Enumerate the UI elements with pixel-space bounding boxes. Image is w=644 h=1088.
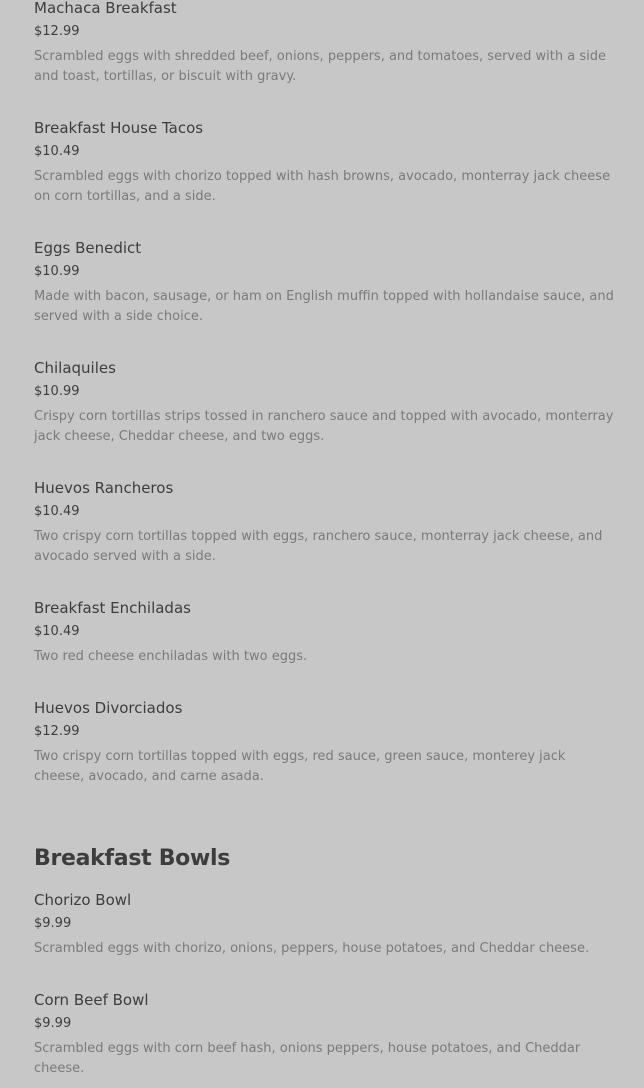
item-description: Scrambled eggs with chorizo, onions, peppers, house potatoes, and Cheddar cheese.	[34, 941, 590, 956]
item-name: Chorizo Bowl	[34, 891, 132, 909]
item-description: Two crispy corn tortillas topped with eggs, red sauce, green sauce, monterey jack cheese, avocado, and carne asada.	[34, 749, 566, 784]
item-description: Two red cheese enchiladas with two eggs.	[34, 649, 308, 664]
item-price: $10.99	[34, 384, 80, 399]
item-price: $9.99	[34, 1016, 72, 1031]
item-name: Corn Beef Bowl	[34, 991, 149, 1009]
item-price: $12.99	[34, 24, 80, 39]
item-price: $12.99	[34, 724, 80, 739]
item-name: Chilaquiles	[34, 359, 116, 377]
item-description: Two crispy corn tortillas topped with eggs, ranchero sauce, monterray jack cheese, and avocado served with a side.	[34, 529, 603, 564]
item-price: $10.49	[34, 504, 80, 519]
item-name: Machaca Breakfast	[34, 0, 177, 17]
item-name: Huevos Divorciados	[34, 699, 183, 717]
item-name: Breakfast Enchiladas	[34, 599, 191, 617]
item-price: $10.49	[34, 624, 80, 639]
item-price: $10.49	[34, 144, 80, 159]
item-name: Breakfast House Tacos	[34, 119, 204, 137]
item-name: Huevos Rancheros	[34, 479, 174, 497]
item-name: Eggs Benedict	[34, 239, 142, 257]
item-price: $10.99	[34, 264, 80, 279]
section-title-breakfast-bowls: Breakfast Bowls	[34, 846, 231, 871]
item-description: Made with bacon, sausage, or ham on English muffin topped with hollandaise sauce, and served with a side choice.	[34, 289, 614, 324]
item-description: Scrambled eggs with shredded beef, onions, peppers, and tomatoes, served with a side and toast, tortillas, or biscuit with gravy.	[34, 49, 606, 84]
item-description: Crispy corn tortillas strips tossed in ranchero sauce and topped with avocado, monterray jack cheese, Cheddar cheese, and two eggs.	[34, 409, 614, 444]
item-description: Scrambled eggs with corn beef hash, onions peppers, house potatoes, and Cheddar cheese.	[34, 1041, 581, 1076]
item-price: $9.99	[34, 916, 72, 931]
item-description: Scrambled eggs with chorizo topped with hash browns, avocado, monterray jack cheese on corn tortillas, and a side.	[34, 169, 611, 204]
